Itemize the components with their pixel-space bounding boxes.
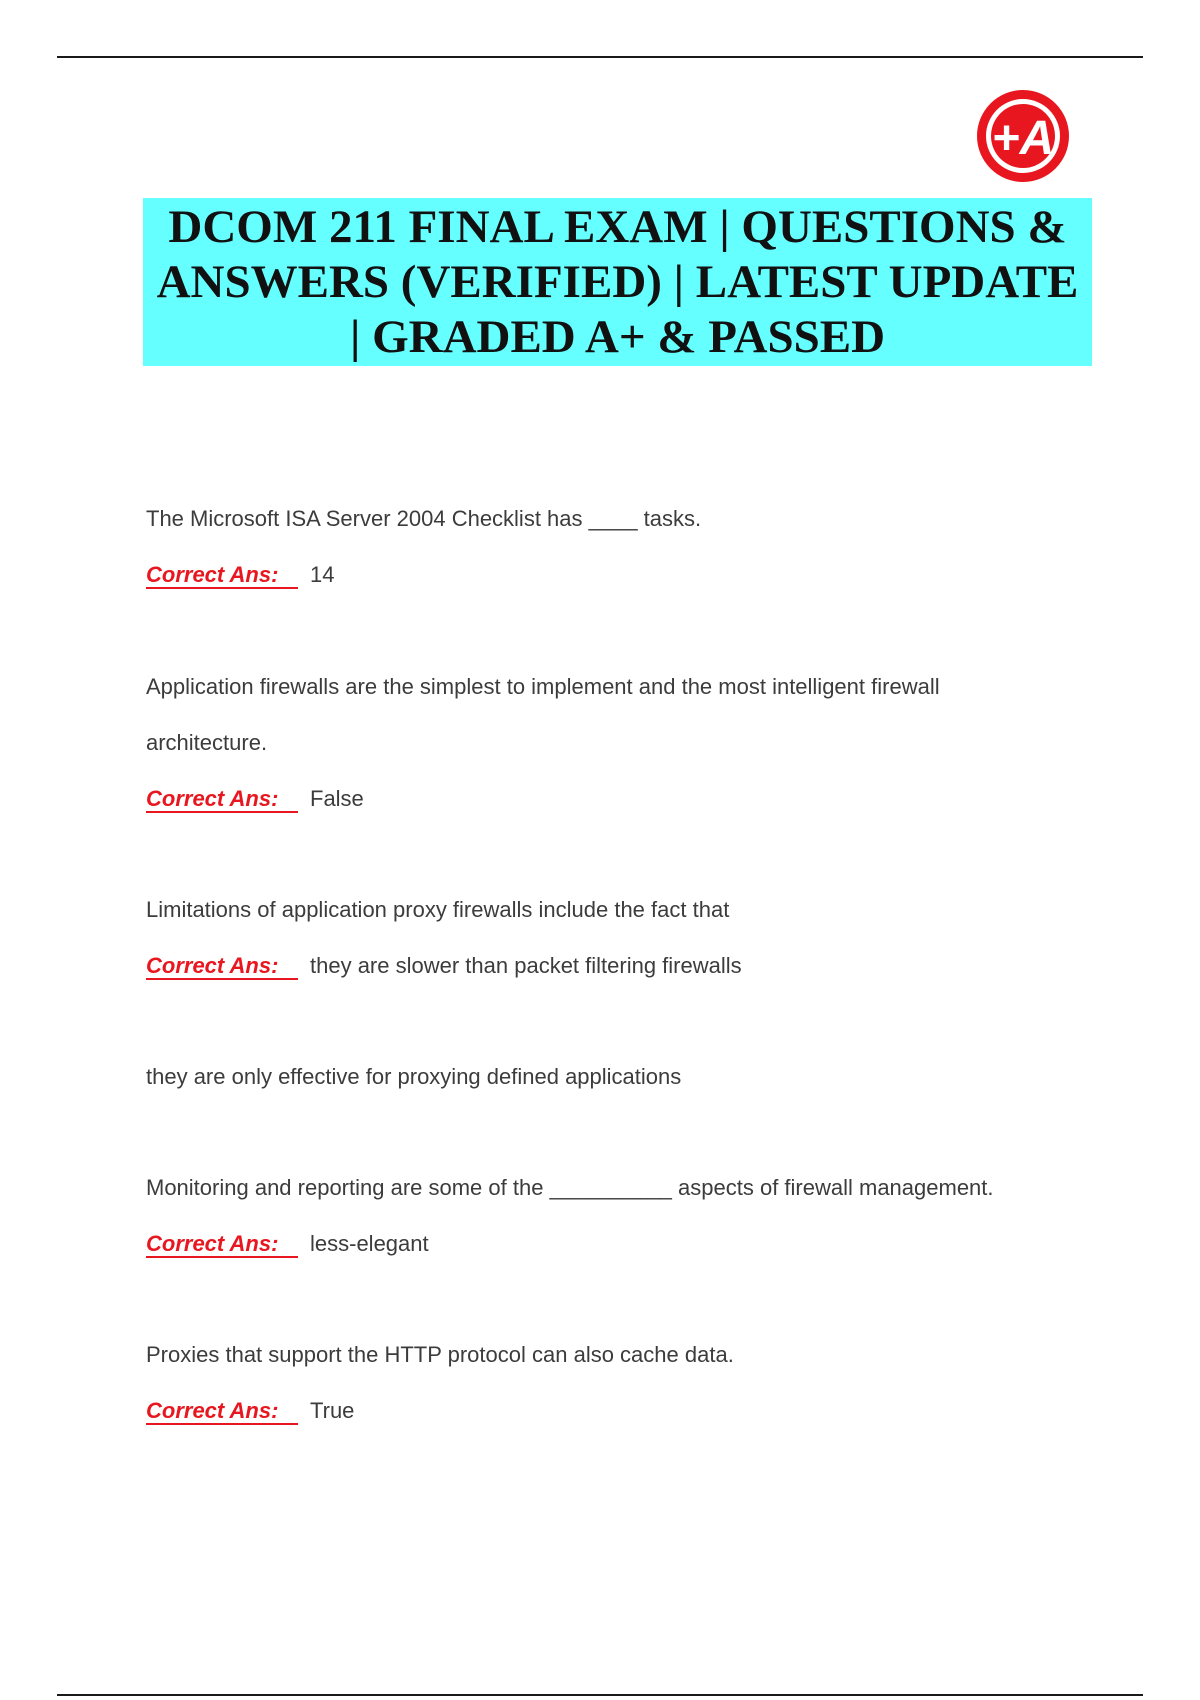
title-banner — [143, 198, 1092, 366]
qa-item-3 — [146, 882, 1146, 994]
logo-text: +A — [991, 112, 1055, 165]
qa-item-3-extra — [146, 1049, 1146, 1105]
answer-row — [146, 547, 1146, 603]
answer-label: Correct Ans: — [146, 563, 298, 589]
answer-label: Correct Ans: — [146, 954, 298, 980]
question-text-continued: architecture. — [146, 730, 268, 755]
qa-item-4 — [146, 1160, 1146, 1272]
question-text: Proxies that support the HTTP protocol can also cache data. — [146, 1342, 734, 1367]
answer-label: Correct Ans: — [146, 787, 298, 813]
answer-label: Correct Ans: — [146, 1399, 298, 1425]
answer-value: less-elegant — [310, 1231, 429, 1256]
qa-item-2 — [146, 659, 1146, 827]
qa-item-1 — [146, 491, 1146, 603]
answer-value: True — [310, 1398, 355, 1423]
page-title: DCOM 211 FINAL EXAM | QUESTIONS & ANSWERS (VERIFIED) | LATEST UPDATE | GRADED A+ & PASSED — [156, 200, 1079, 363]
answer-row — [146, 771, 1146, 827]
answer-row — [146, 1216, 1146, 1272]
grade-a-plus-logo-icon — [968, 84, 1078, 188]
answer-value: False — [310, 786, 364, 811]
answer-value: 14 — [310, 562, 335, 587]
question-text: Monitoring and reporting are some of the __________ aspects of firewall management. — [146, 1175, 994, 1200]
answer-row — [146, 938, 1146, 994]
answer-row — [146, 1383, 1146, 1439]
top-rule — [57, 56, 1143, 58]
bottom-rule — [57, 1694, 1143, 1696]
answer-value: they are slower than packet filtering firewalls — [310, 953, 742, 978]
qa-item-5 — [146, 1327, 1146, 1439]
question-text: Application firewalls are the simplest to implement and the most intelligent firewall — [146, 674, 940, 699]
question-text: Limitations of application proxy firewalls include the fact that — [146, 897, 730, 922]
answer-label: Correct Ans: — [146, 1232, 298, 1258]
question-text: The Microsoft ISA Server 2004 Checklist has ____ tasks. — [146, 506, 702, 531]
answer-extra-text: they are only effective for proxying defined applications — [146, 1064, 682, 1089]
